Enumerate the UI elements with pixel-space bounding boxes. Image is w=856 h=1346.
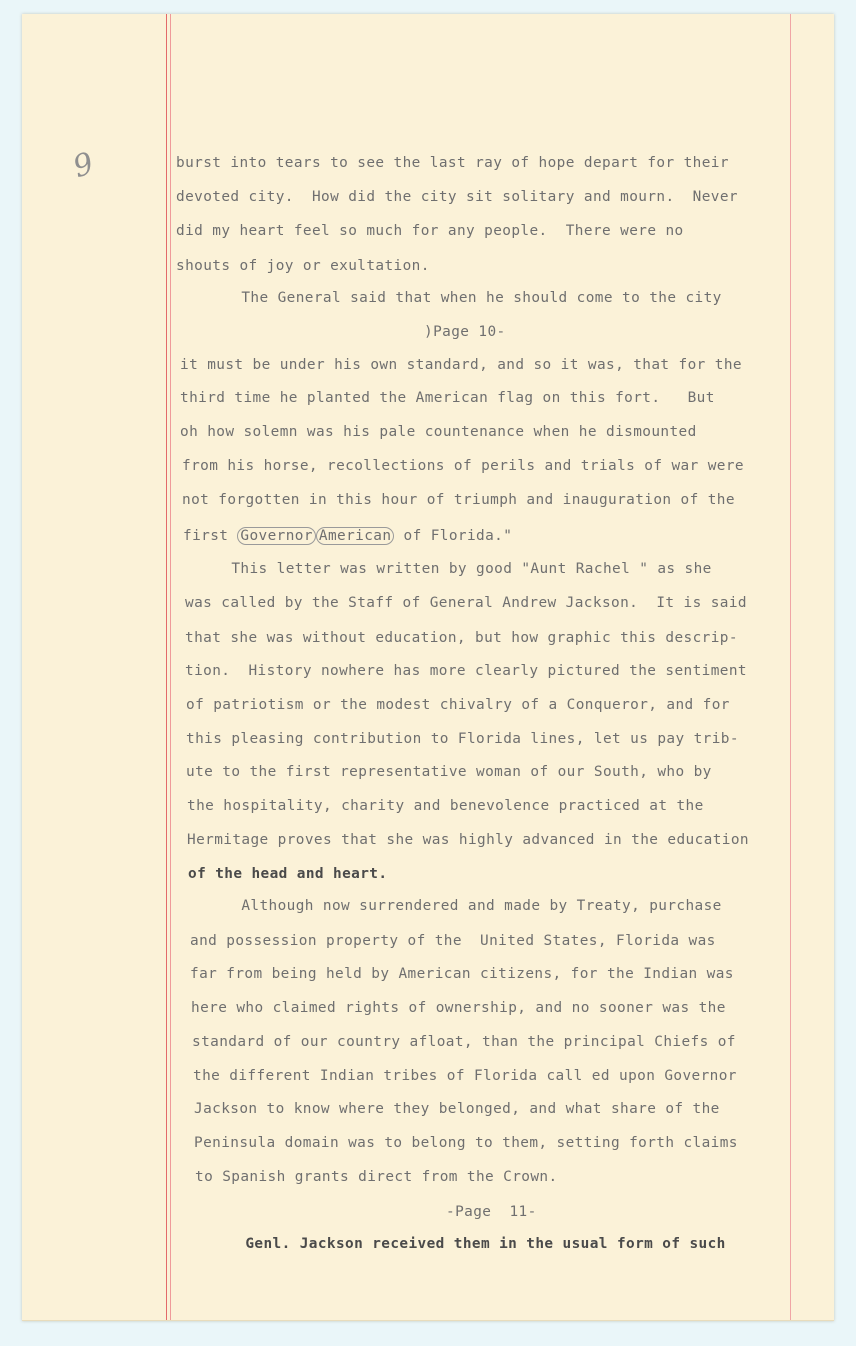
text-line: from his horse, recollections of perils and trials of war were (182, 458, 744, 474)
text-line: to Spanish grants direct from the Crown. (195, 1169, 558, 1185)
text-line: Genl. Jackson received them in the usual form of such (200, 1236, 726, 1252)
text-fragment: first (183, 528, 229, 544)
text-line: The General said that when he should come to the city (196, 290, 722, 306)
text-line: the hospitality, charity and benevolence practiced at the (187, 798, 704, 814)
text-line: burst into tears to see the last ray of hope depart for their (176, 155, 729, 171)
text-line: standard of our country afloat, than the principal Chiefs of (192, 1034, 736, 1050)
text-line: the different Indian tribes of Florida call ed upon Governor (193, 1068, 737, 1084)
text-line: shouts of joy or exultation. (176, 258, 430, 274)
text-line: third time he planted the American flag on this fort. But (180, 390, 715, 406)
text-line: tion. History nowhere has more clearly pictured the sentiment (185, 663, 747, 679)
text-line: ute to the first representative woman of our South, who by (186, 764, 712, 780)
handwritten-folio-number: 9 (69, 145, 99, 186)
text-line: not forgotten in this hour of triumph and inauguration of the (182, 492, 735, 508)
text-line: of patriotism or the modest chivalry of a Conqueror, and for (186, 697, 730, 713)
text-line: that she was without education, but how graphic this descrip- (185, 630, 738, 646)
text-line: and possession property of the United States, Florida was (190, 933, 716, 949)
text-line: Although now surrendered and made by Treaty, purchase (196, 898, 722, 914)
page-number-marker: -Page 11- (446, 1204, 537, 1220)
text-line: devoted city. How did the city sit solitary and mourn. Never (176, 189, 738, 205)
text-line: far from being held by American citizens, for the Indian was (190, 966, 734, 982)
circled-word-american: American (316, 527, 395, 545)
text-line: This letter was written by good "Aunt Rachel " as she (186, 561, 712, 577)
page-number-marker: )Page 10- (424, 324, 506, 340)
text-line: it must be under his own standard, and so it was, that for the (180, 357, 742, 373)
text-line: oh how solemn was his pale countenance when he dismounted (180, 424, 697, 440)
circled-word-governor: Governor (237, 527, 316, 545)
text-line: of the head and heart. (188, 866, 388, 882)
text-line: Peninsula domain was to belong to them, setting forth claims (194, 1135, 738, 1151)
text-line: did my heart feel so much for any people. There were no (176, 223, 684, 239)
text-line: was called by the Staff of General Andrew Jackson. It is said (185, 595, 747, 611)
text-fragment: of Florida." (403, 528, 513, 544)
text-line: Jackson to know where they belonged, and what share of the (194, 1101, 720, 1117)
text-line: this pleasing contribution to Florida lines, let us pay trib- (186, 731, 739, 747)
text-line: Hermitage proves that she was highly advanced in the education (187, 832, 749, 848)
text-line (183, 526, 512, 546)
text-line: here who claimed rights of ownership, and no sooner was the (191, 1000, 726, 1016)
